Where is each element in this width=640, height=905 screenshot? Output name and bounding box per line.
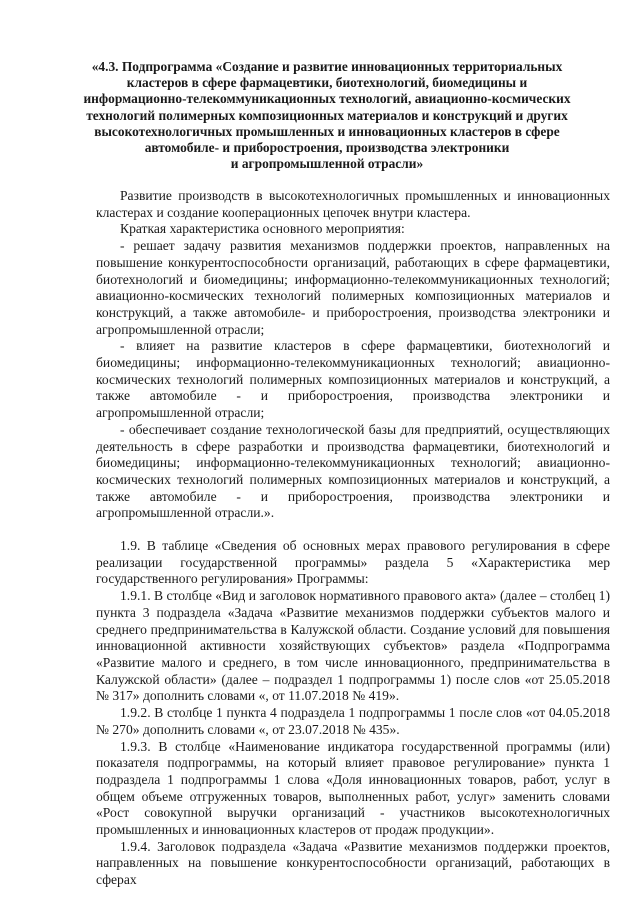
paragraph-bullet-influences: - влияет на развитие кластеров в сфере фармацевтики, биотехнологий и биомедицины; информационно-телекоммуникационных технологий; авиационно-космических технологий полимерных композиционных материалов и конструкций, а также автомобиле - и приборостроения, производства электроники и агропромышленной отрасли; [96, 338, 610, 421]
paragraph-summary-label: Краткая характеристика основного мероприятия: [120, 221, 405, 237]
section-heading [70, 59, 584, 172]
paragraph-item-1-9-4: 1.9.4. Заголовок подраздела «Задача «Развитие механизмов поддержки проектов, направленных на повышение конкурентоспособности организаций, работающих в сферах [96, 838, 610, 888]
paragraph-item-1-9-1: 1.9.1. В столбце «Вид и заголовок нормативного правового акта» (далее – столбец 1) пункта 3 подраздела «Задача «Развитие механизмов поддержки субъектов малого и среднего предпринимательства в Калужской области. Создание условий для повышения инновационной активности хозяйствующих субъектов» раздела «Подпрограмма «Развитие малого и среднего, в том числе инновационного, предпринимательства в Калужской области» (далее – подраздел 1 подпрограммы 1) после слов «от 25.05.2018 № 317» дополнить словами «, от 11.07.2018 № 419». [96, 588, 610, 704]
paragraph-intro: Развитие производств в высокотехнологичных промышленных и инновационных кластерах и создание кооперационных цепочек внутри кластера. [96, 188, 610, 220]
heading-line: «4.3. Подпрограмма «Создание и развитие инновационных территориальных [91, 59, 563, 74]
heading-line: автомобиле- и приборостроения, производства электроники [144, 140, 510, 156]
heading-line: кластеров в сфере фармацевтики, биотехнологий, биомедицины и [126, 75, 528, 91]
heading-line: высокотехнологичных промышленных и инновационных кластеров в сфере [94, 123, 560, 139]
heading-line: информационно-телекоммуникационных технологий, авиационно-космических [83, 91, 571, 107]
paragraph-bullet-solves: - решает задачу развития механизмов поддержки проектов, направленных на повышение конкурентоспособности организаций, работающих в сфере фармацевтики, биотехнологий и биомедицины; информационно-телекоммуникационных технологий; авиационно-космических технологий полимерных композиционных материалов и конструкций, а также автомобиле- и приборостроения, производства электроники и агропромышленной отрасли; [96, 238, 610, 337]
document-body [96, 188, 610, 889]
heading-line: технологий полимерных композиционных материалов и конструкций и других [86, 107, 568, 123]
paragraph-item-1-9: 1.9. В таблице «Сведения об основных мерах правового регулирования в сфере реализации государственной программы» раздела 5 «Характеристика мер государственного регулирования» Программы: [96, 538, 610, 587]
paragraph-bullet-provides: - обеспечивает создание технологической базы для предприятий, осуществляющих деятельность в сфере разработки и производства фармацевтики, биотехнологий и биомедицины; информационно-телекоммуникационных технологий; авиационно-космических технологий полимерных композиционных материалов и конструкций, а также автомобиле - и приборостроения, производства электроники и агропромышленной отрасли.». [96, 421, 610, 521]
heading-line: и агропромышленной отрасли» [230, 156, 424, 172]
paragraph-item-1-9-3: 1.9.3. В столбце «Наименование индикатора государственной программы (или) показателя подпрограммы, на который влияет правовое регулирование» пункта 1 подраздела 1 подпрограммы 1 слова «Доля инновационных товаров, работ, услуг в общем объеме отгруженных товаров, выполненных работ, услуг» заменить словами «Рост совокупной выручки организаций - участников высокотехнологичных промышленных и инновационных кластеров от продаж продукции». [96, 738, 610, 838]
paragraph-item-1-9-2: 1.9.2. В столбце 1 пункта 4 подраздела 1 подпрограммы 1 после слов «от 04.05.2018 № 270» дополнить словами «, от 23.07.2018 № 435». [96, 705, 610, 737]
